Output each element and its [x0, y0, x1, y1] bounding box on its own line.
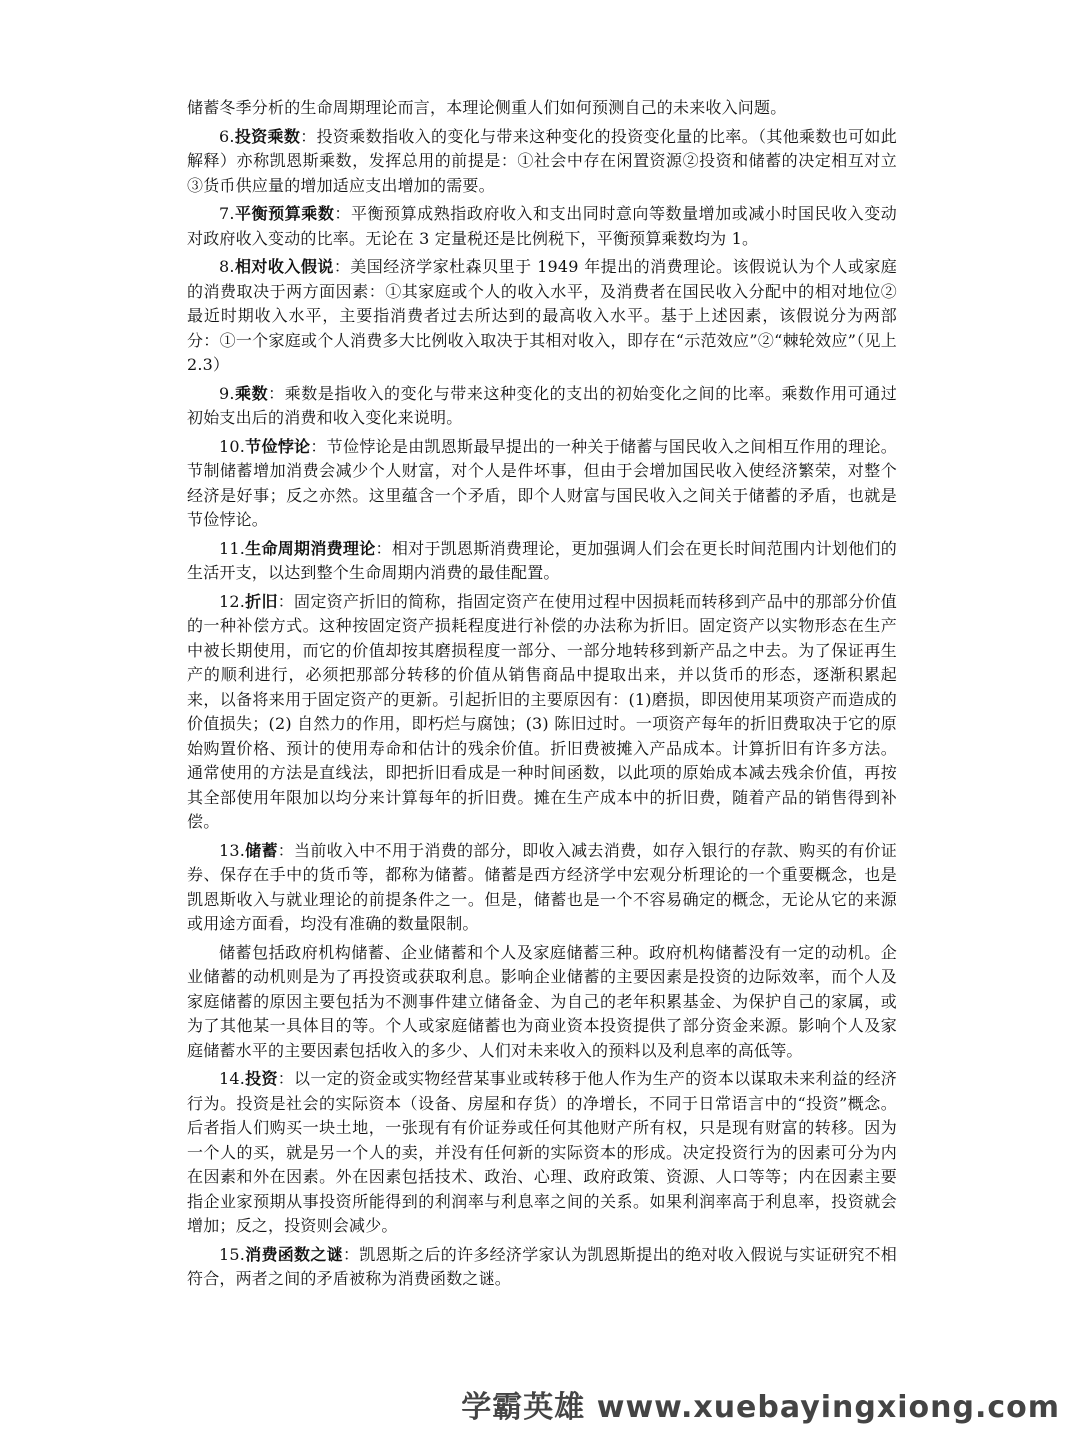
item-number: 7.	[219, 204, 235, 223]
item-text: ：固定资产折旧的简称，指固定资产在使用过程中因损耗而转移到产品中的那部分价值的一种补偿方式。这种按固定资产损耗程度进行补偿的办法称为折旧。固定资产以实物形态在生产中被长期使用，而它的价值却按其磨损程度一部分、一部分地转移到新产品之中去。为了保证再生产的顺利进行，必须把那部分转移的价值从销售商品中提取出来，并以货币的形态，逐渐积累起来，以备将来用于固定资产的更新。引起折旧的主要原因有：(1)磨损，即因使用某项资产而造成的价值损失；(2) 自然力的作用，即朽烂与腐蚀；(3) 陈旧过时。一项资产每年的折旧费取决于它的原始购置价格、预计的使用寿命和估计的残余价值。折旧费被摊入产品成本。计算折旧有许多方法。通常使用的方法是直线法，即把折旧看成是一种时间函数，以此项的原始成本减去残余价值，再按其全部使用年限加以均分来计算每年的折旧费。摊在生产成本中的折旧费，随着产品的销售得到补偿。	[187, 591, 897, 831]
item-number: 15.	[219, 1244, 246, 1264]
item-number: 10.	[219, 436, 246, 456]
item-term: 投资	[245, 1069, 278, 1088]
definition-8	[187, 255, 897, 378]
item-term: 节俭悖论	[245, 436, 311, 456]
item-text: 储蓄包括政府机构储蓄、企业储蓄和个人及家庭储蓄三种。政府机构储蓄没有一定的动机。企业储蓄的动机则是为了再投资或获取利息。影响企业储蓄的主要因素是投资的边际效率，而个人及家庭储蓄的原因主要包括为不测事件建立储备金、为自己的老年积累基金、为保护自己的家属，或为了其他某一具体目的等。个人或家庭储蓄也为商业资本投资提供了部分资金来源。影响个人及家庭储蓄水平的主要因素包括收入的多少、人们对未来收入的预料以及利息率的高低等。	[187, 942, 897, 1060]
item-term: 折旧	[245, 591, 278, 611]
item-term: 消费函数之谜	[245, 1244, 343, 1264]
item-number: 6.	[219, 126, 235, 146]
item-term: 生命周期消费理论	[245, 538, 376, 558]
item-term: 平衡预算乘数	[234, 204, 335, 223]
item-text: ：相对于凯恩斯消费理论，更加强调人们会在更长时间范围内计划他们的生活开支，以达到整个生命周期内消费的最佳配置。	[187, 538, 897, 582]
definition-6	[187, 125, 897, 199]
item-term: 乘数	[234, 383, 269, 403]
item-text: ：节俭悖论是由凯恩斯最早提出的一种关于储蓄与国民收入之间相互作用的理论。节制储蓄增加消费会减少个人财富，对个人是件坏事，但由于会增加国民收入使经济繁荣，对整个经济是好事；反之亦然。这里蕴含一个矛盾，即个人财富与国民收入之间关于储蓄的矛盾，也就是节俭悖论。	[187, 436, 897, 529]
definition-15	[187, 1243, 897, 1292]
definition-11	[187, 537, 897, 586]
definition-12	[187, 590, 897, 835]
item-text: ：投资乘数指收入的变化与带来这种变化的投资变化量的比率。（其他乘数也可如此解释）亦称凯恩斯乘数，发挥总用的前提是：①社会中存在闲置资源②投资和储蓄的决定相互对立③货币供应量的增加适应支出增加的需要。	[187, 126, 897, 195]
item-text: ：美国经济学家杜森贝里于 1949 年提出的消费理论。该假说认为个人或家庭的消费取决于两方面因素：①其家庭或个人的收入水平，及消费者在国民收入分配中的相对地位②最近时期收入水平，主要指消费者过去所达到的最高收入水平。基于上述因素，该假说分为两部分：①一个家庭或个人消费多大比例收入取决于其相对收入，即存在“示范效应”②“棘轮效应”（见上 2.3）	[187, 257, 898, 374]
intro-paragraph: 储蓄冬季分析的生命周期理论而言，本理论侧重人们如何预测自己的未来收入问题。	[187, 98, 787, 117]
savings-continuation	[187, 941, 897, 1064]
document-page	[187, 96, 897, 1296]
item-number: 13.	[219, 840, 246, 860]
item-term: 相对收入假说	[234, 257, 334, 276]
item-text: ：乘数是指收入的变化与带来这种变化的支出的初始变化之间的比率。乘数作用可通过初始支出后的消费和收入变化来说明。	[187, 383, 897, 427]
item-number: 8.	[219, 257, 235, 276]
definition-10	[187, 435, 897, 533]
item-text: ：当前收入中不用于消费的部分，即收入减去消费，如存入银行的存款、购买的有价证券、保存在手中的货币等，都称为储蓄。储蓄是西方经济学中宏观分析理论的一个重要概念，也是凯恩斯收入与就业理论的前提条件之一。但是，储蓄也是一个不容易确定的概念，无论从它的来源或用途方面看，均没有准确的数量限制。	[187, 840, 897, 933]
definition-7	[187, 202, 897, 251]
watermark: 学霸英雄 www.xuebayingxiong.com	[461, 1390, 1060, 1425]
definition-9	[187, 382, 897, 431]
item-text: ：凯恩斯之后的许多经济学家认为凯恩斯提出的绝对收入假说与实证研究不相符合，两者之间的矛盾被称为消费函数之谜。	[187, 1244, 897, 1288]
definition-13	[187, 839, 897, 937]
item-text: ：以一定的资金或实物经营某事业或转移于他人作为生产的资本以谋取未来利益的经济行为。投资是社会的实际资本（设备、房屋和存货）的净增长，不同于日常语言中的“投资”概念。后者指人们购买一块土地，一张现有有价证券或任何其他财产所有权，只是现有财富的转移。因为一个人的买，就是另一个人的卖，并没有任何新的实际资本的形成。决定投资行为的因素可分为内在因素和外在因素。外在因素包括技术、政治、心理、政府政策、资源、人口等等；内在因素主要指企业家预期从事投资所能得到的利润率与利息率之间的关系。如果利润率高于利息率，投资就会增加；反之，投资则会减少。	[187, 1069, 897, 1235]
item-term: 投资乘数	[234, 126, 301, 146]
item-text: ：平衡预算成熟指政府收入和支出同时意向等数量增加或减小时国民收入变动对政府收入变动的比率。无论在 3 定量税还是比例税下，平衡预算乘数均为 1。	[187, 204, 897, 248]
item-number: 11.	[219, 538, 246, 558]
item-number: 9.	[219, 383, 235, 403]
definition-14	[187, 1067, 897, 1239]
item-number: 14.	[219, 1069, 246, 1088]
item-term: 储蓄	[245, 840, 278, 860]
item-number: 12.	[219, 591, 246, 611]
